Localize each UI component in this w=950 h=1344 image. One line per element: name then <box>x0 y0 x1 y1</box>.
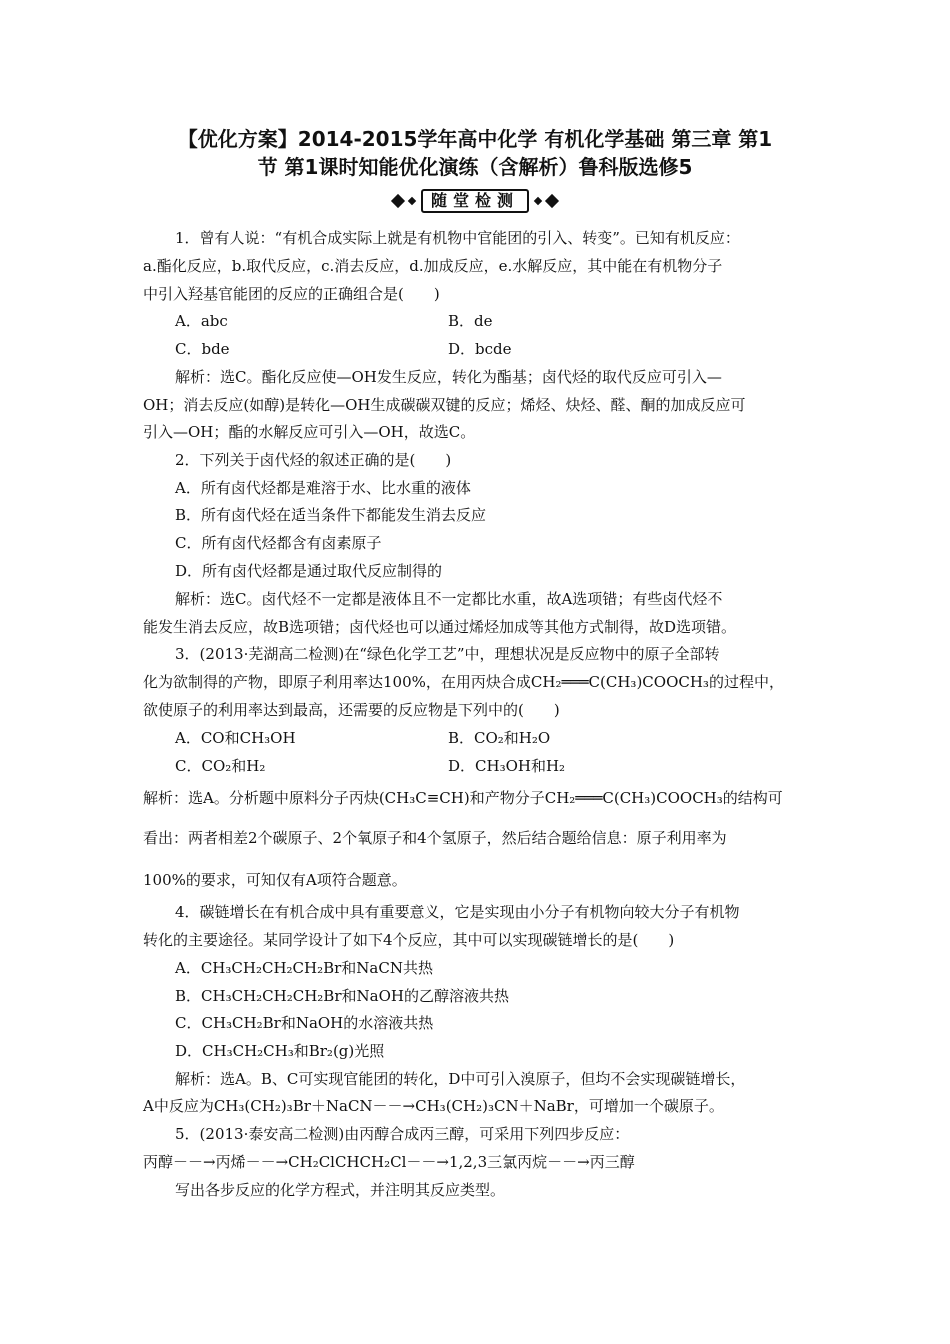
q2-option-a: A．所有卤代烃都是难溶于水、比水重的液体 <box>175 479 471 497</box>
document-title-line-1: 【优化方案】2014-2015学年高中化学 有机化学基础 第三章 第1 <box>177 127 773 151</box>
q1-stem-line-1: 1．曾有人说：“有机合成实际上就是有机物中官能团的引入、转变”。已知有机反应： <box>175 229 740 247</box>
q3-option-d: D．CH₃OH和H₂ <box>448 757 566 775</box>
q3-answer-line-2: 看出：两者相差2个碳原子、2个氧原子和4个氢原子，然后结合题给信息：原子利用率为 <box>143 829 727 847</box>
q4-option-c: C．CH₃CH₂Br和NaOH的水溶液共热 <box>175 1014 434 1032</box>
q1-option-c: C．bde <box>175 340 230 358</box>
q1-answer-line-3: 引入—OH；酯的水解反应可引入—OH，故选C。 <box>143 423 476 441</box>
q4-answer-line-2: A中反应为CH₃(CH₂)₃Br＋NaCN－－→CH₃(CH₂)₃CN＋NaBr，可增加一个碳原子。 <box>143 1097 724 1115</box>
diamond-icon <box>545 194 559 208</box>
q4-option-b: B．CH₃CH₂CH₂CH₂Br和NaOH的乙醇溶液共热 <box>175 987 509 1005</box>
q2-answer-line-1: 解析：选C。卤代烃不一定都是液体且不一定都比水重，故A选项错；有些卤代烃不 <box>175 590 723 608</box>
q1-stem-line-3: 中引入羟基官能团的反应的正确组合是( ) <box>143 285 440 303</box>
q3-option-c: C．CO₂和H₂ <box>175 757 266 775</box>
q1-option-d: D．bcde <box>448 340 512 358</box>
q4-answer-line-1: 解析：选A。B、C可实现官能团的转化，D中可引入溴原子，但均不会实现碳链增长， <box>175 1070 746 1088</box>
section-banner <box>360 188 590 214</box>
q1-option-a: A．abc <box>175 312 228 330</box>
q2-option-b: B．所有卤代烃在适当条件下都能发生消去反应 <box>175 506 487 524</box>
q3-answer-line-1: 解析：选A。分析题中原料分子丙炔(CH₃C≡CH)和产物分子CH₂═══C(CH₃)COOCH₃的结构可 <box>143 789 783 807</box>
q2-answer-line-2: 能发生消去反应，故B选项错；卤代烃也可以通过烯烃加成等其他方式制得，故D选项错。 <box>143 618 737 636</box>
q4-option-a: A．CH₃CH₂CH₂CH₂Br和NaCN共热 <box>175 959 433 977</box>
q2-option-d: D．所有卤代烃都是通过取代反应制得的 <box>175 562 443 580</box>
q1-answer-line-2: OH；消去反应(如醇)是转化—OH生成碳碳双键的反应；烯烃、炔烃、醛、酮的加成反应可 <box>143 396 746 414</box>
q2-stem: 2．下列关于卤代烃的叙述正确的是( ) <box>175 451 452 469</box>
diamond-icon <box>391 194 405 208</box>
q5-instruction: 写出各步反应的化学方程式，并注明其反应类型。 <box>175 1181 506 1199</box>
q3-stem-line-3: 欲使原子的利用率达到最高，还需要的反应物是下列中的( ) <box>143 701 560 719</box>
q5-reaction-route: 丙醇－－→丙烯－－→CH₂ClCHCH₂Cl－－→1,2,3三氯丙烷－－→丙三醇 <box>143 1153 635 1171</box>
small-diamond-icon <box>408 197 416 205</box>
q3-option-a: A．CO和CH₃OH <box>175 729 296 747</box>
q1-option-b: B．de <box>448 312 493 330</box>
section-banner-label: 随堂检测 <box>421 189 529 213</box>
q3-stem-line-2: 化为欲制得的产物，即原子利用率达100%，在用丙炔合成CH₂═══C(CH₃)COOCH₃的过程中， <box>143 673 784 691</box>
q4-option-d: D．CH₃CH₂CH₃和Br₂(g)光照 <box>175 1042 385 1060</box>
document-title-line-2: 节 第1课时知能优化演练（含解析）鲁科版选修5 <box>257 155 693 179</box>
q3-stem-line-1: 3．(2013·芜湖高二检测)在“绿色化学工艺”中，理想状况是反应物中的原子全部转 <box>175 645 720 663</box>
q4-stem-line-1: 4．碳链增长在有机合成中具有重要意义，它是实现由小分子有机物向较大分子有机物 <box>175 903 740 921</box>
q1-answer-line-1: 解析：选C。酯化反应使—OH发生反应，转化为酯基；卤代烃的取代反应可引入— <box>175 368 722 386</box>
q3-answer-line-3: 100%的要求，可知仅有A项符合题意。 <box>143 871 407 889</box>
small-diamond-icon <box>534 197 542 205</box>
q5-stem: 5．(2013·泰安高二检测)由丙醇合成丙三醇，可采用下列四步反应： <box>175 1125 630 1143</box>
q1-stem-line-2: a.酯化反应，b.取代反应，c.消去反应，d.加成反应，e.水解反应，其中能在有机物分子 <box>143 257 723 275</box>
q4-stem-line-2: 转化的主要途径。某同学设计了如下4个反应，其中可以实现碳链增长的是( ) <box>143 931 675 949</box>
q3-option-b: B．CO₂和H₂O <box>448 729 551 747</box>
q2-option-c: C．所有卤代烃都含有卤素原子 <box>175 534 382 552</box>
